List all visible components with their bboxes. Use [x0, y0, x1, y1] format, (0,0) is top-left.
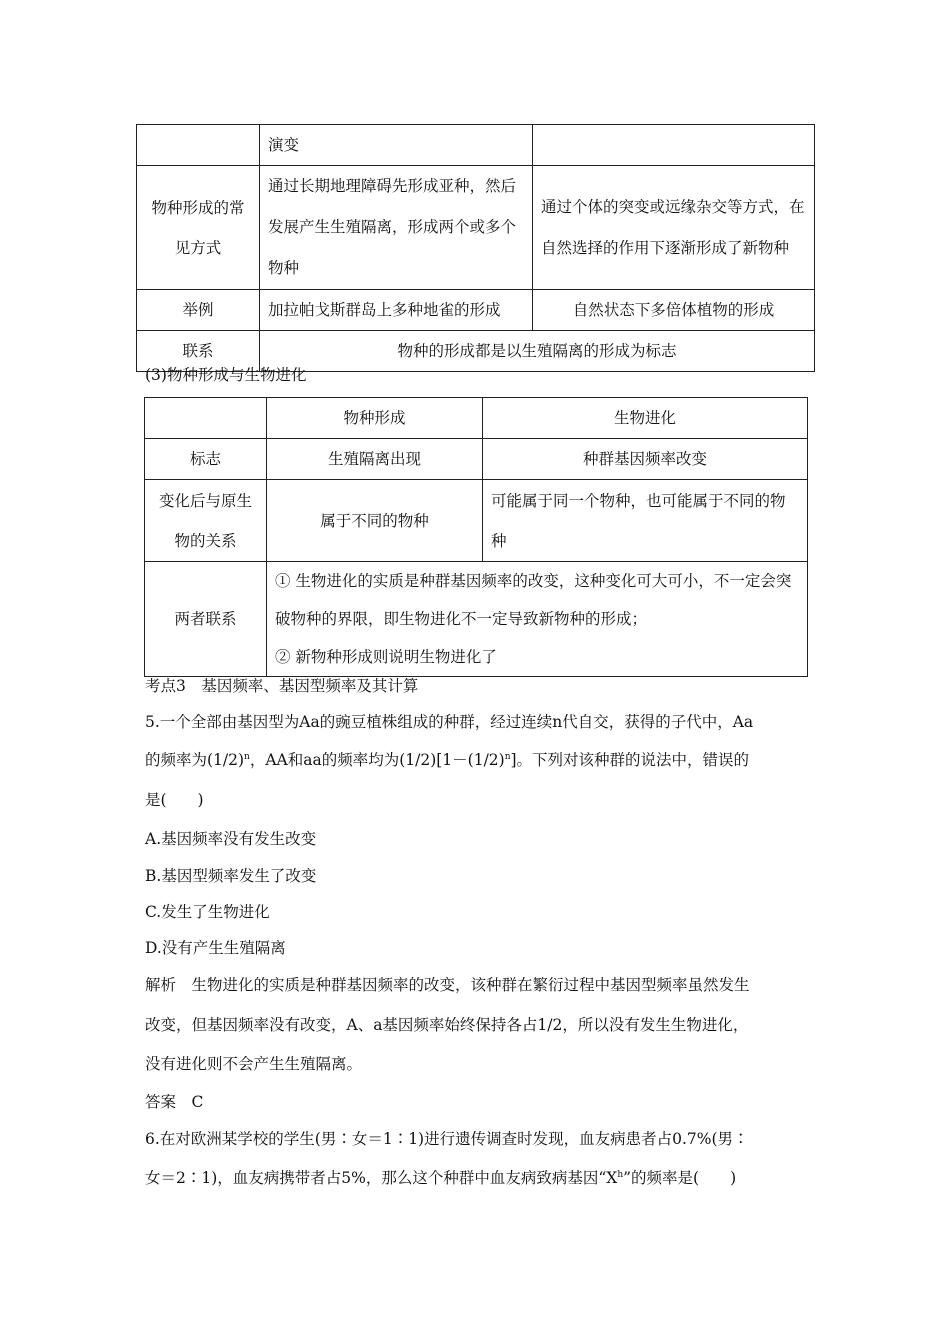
table-row — [145, 398, 808, 439]
table-row — [145, 480, 808, 562]
table-cell: 属于不同的物种 — [267, 480, 483, 562]
table-cell: 加拉帕戈斯群岛上多种地雀的形成 — [260, 290, 533, 331]
question-stem: 6.在对欧洲某学校的学生(男∶女＝1∶1)进行遗传调查时发现，血友病患者占0.7%(男∶ — [145, 1130, 749, 1148]
question-stem: 的频率为$(1/2)^n$，AA和aa的频率均为$(1/2)[1-(1/2)^n]$。下列对该种群的说法中，错误的 — [145, 751, 750, 769]
relation-point-2: ② 新物种形成则说明生物进化了 — [275, 648, 497, 666]
option-c: C.发生了生物进化 — [145, 903, 270, 921]
question-stem: 女＝2∶1)，血友病携带者占5%，那么这个种群中血友病致病基因“$X^h$”的频率是( ) — [145, 1169, 737, 1187]
option-d: D.没有产生生殖隔离 — [145, 939, 286, 957]
table-cell — [267, 562, 808, 677]
table-cell: 物种形成 — [267, 398, 483, 439]
table-cell: 联系 — [137, 331, 260, 372]
analysis-text: 没有进化则不会产生生殖隔离。 — [145, 1055, 363, 1073]
table-cell — [145, 398, 267, 439]
table-row — [137, 290, 815, 331]
table-cell: 种群基因频率改变 — [483, 439, 808, 480]
table-cell: 生物进化 — [483, 398, 808, 439]
analysis-text: 改变，但基因频率没有改变，A、a基因频率始终保持各占1/2，所以没有发生生物进化， — [145, 1016, 749, 1034]
table-row — [145, 562, 808, 677]
section-heading: 考点3 基因频率、基因型频率及其计算 — [145, 677, 419, 695]
table-cell: 通过个体的突变或远缘杂交等方式，在自然选择的作用下逐渐形成了新物种 — [533, 166, 815, 290]
table-cell — [533, 125, 815, 166]
table-cell: 演变 — [260, 125, 533, 166]
table-speciation-vs-evolution — [144, 397, 808, 677]
table-cell: 自然状态下多倍体植物的形成 — [533, 290, 815, 331]
question-stem: 是( ) — [145, 791, 204, 809]
answer: 答案 C — [145, 1093, 204, 1111]
table-cell: 物种形成的常见方式 — [137, 166, 260, 290]
option-b: B.基因型频率发生了改变 — [145, 867, 317, 885]
table-speciation-modes — [136, 124, 815, 372]
table-row — [145, 439, 808, 480]
table-cell: 两者联系 — [145, 562, 267, 677]
option-a: A.基因频率没有发生改变 — [145, 830, 317, 848]
table-cell: 标志 — [145, 439, 267, 480]
table-row — [137, 125, 815, 166]
analysis-text: 解析 生物进化的实质是种群基因频率的改变，该种群在繁衍过程中基因型频率虽然发生 — [145, 976, 750, 994]
table-cell: 举例 — [137, 290, 260, 331]
table-cell: 生殖隔离出现 — [267, 439, 483, 480]
table-cell: 变化后与原生物的关系 — [145, 480, 267, 562]
table-cell: 通过长期地理障碍先形成亚种，然后发展产生生殖隔离，形成两个或多个物种 — [260, 166, 533, 290]
table-cell — [137, 125, 260, 166]
relation-point-1: ① 生物进化的实质是种群基因频率的改变，这种变化可大可小，不一定会突破物种的界限，即生物进化不一定导致新物种的形成； — [275, 572, 792, 628]
table-cell: 可能属于同一个物种，也可能属于不同的物种 — [483, 480, 808, 562]
table-cell: 物种的形成都是以生殖隔离的形成为标志 — [260, 331, 815, 372]
question-stem: 5.一个全部由基因型为Aa的豌豆植株组成的种群，经过连续n代自交，获得的子代中，Aa — [145, 713, 754, 731]
section-heading: (3)物种形成与生物进化 — [145, 366, 307, 384]
table-row — [137, 166, 815, 290]
